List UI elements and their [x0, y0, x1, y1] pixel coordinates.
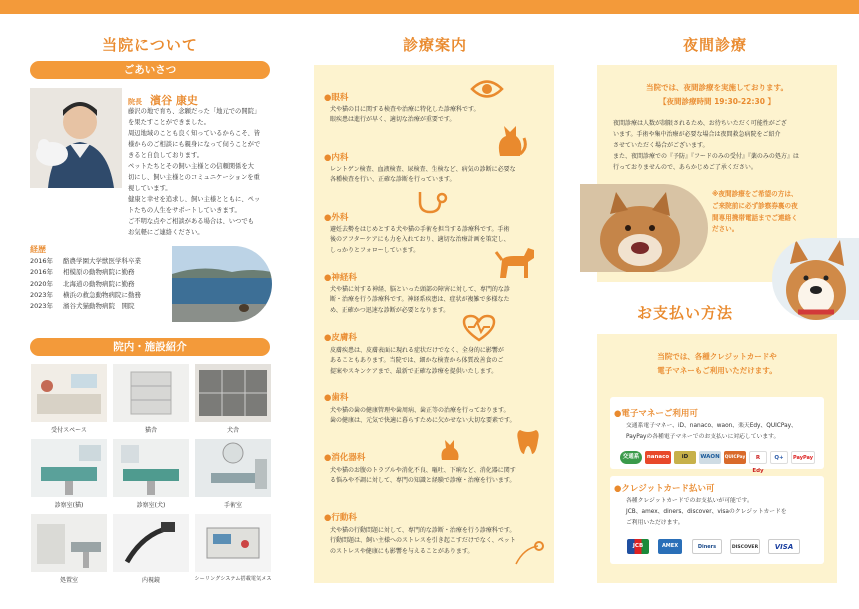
message-line: を果たすことができました。 [128, 119, 210, 126]
seaside-photo [172, 246, 272, 322]
night-body: 夜間診療は人数が制限されるため、お待ちいただく可能性がござ います。手術や集中治療が必要な場合は夜間救急病院をご紹介 させていただく場合がございます。 また、夜間診療での『予防』『フードのみの受付』『薬のみの処方』は 行っておりませんので、あらかじめご了承ください。 [613, 120, 799, 171]
facility-caption: シーリングシステム搭載電気メス [194, 576, 272, 582]
emoney-logo-quicpay: QUICPay [724, 451, 746, 464]
career-row: 2023年 横浜の救急動物病院に勤務 [30, 290, 141, 299]
director-photo [30, 88, 122, 188]
dept-text: 犬や猫のお腹のトラブルや消化不良、嘔吐、下痢など、消化器に関す る悩みや不調に対して、専門の知識と経験で診療・治療を行います。 [330, 467, 516, 485]
services-title: 診療案内 [402, 36, 467, 54]
facility-banner: 院内・施設紹介 [30, 338, 270, 356]
message-line: お気軽にご連絡ください。 [128, 229, 204, 236]
message-line: トたちの人生をサポートしていきます。 [128, 207, 241, 214]
career-row: 2016年 相模原の動物病院に勤務 [30, 268, 135, 277]
facility-caption: 診察室(猫) [54, 502, 84, 509]
facility-photo-surgery [195, 439, 271, 497]
card-logo-amex: AMEX [658, 539, 682, 554]
payment-intro: 当院では、各種クレジットカードや 電子マネーもご利用いただけます。 [657, 352, 777, 375]
facility-photo-reception [31, 364, 107, 422]
facility-caption: 処置室 [59, 577, 78, 584]
dept-internal: ●内科 [324, 153, 349, 163]
dept-text: 犬や猫の歯の健康管理や歯周病、歯正等の治療を行っております。 歯の健康は、元気で快適に暮らすために欠かせない大切な要素です。 [330, 407, 516, 425]
dept-surgery: ●外科 [324, 213, 349, 223]
facility-caption: 犬舎 [226, 427, 239, 434]
dog-leash-icon [514, 540, 544, 566]
emoney-logo-id: iD [674, 451, 696, 464]
director-message [128, 106, 278, 238]
tooth-icon [516, 428, 540, 456]
emoney-logo-paypay: PayPay [791, 451, 815, 464]
message-line: 藤沢の地で育ち、念願だった「地元での開院」 [128, 108, 261, 115]
payment-title: お支払い方法 [636, 304, 733, 322]
card-logo-visa: VISA [768, 539, 800, 554]
dept-gastro: ●消化器科 [324, 453, 366, 463]
facility-caption: 内視鏡 [141, 577, 160, 584]
dept-ophthalmology: ●眼科 [324, 93, 349, 103]
night-title: 夜間診療 [682, 36, 747, 54]
shiba-dog-photo [580, 184, 708, 272]
director-name: 濱谷 康史 [150, 94, 198, 107]
card-logo-diners: Diners [692, 539, 722, 554]
message-line: 視しています。 [128, 185, 172, 192]
career-row: 2020年 北海道の動物病院に勤務 [30, 279, 135, 288]
facility-photo-exam-cat [31, 439, 107, 497]
facility-photo-electrosurgery [195, 514, 271, 572]
director-role: 院長 [128, 98, 142, 106]
dept-text: 避妊去勢をはじめとする犬や猫の手術を担当する診療科です。手術 後のアフターケアにも力を入れており、適切な治療計画を策定し、 しっかりとフォローしています。 [330, 226, 510, 254]
corgi-dog-photo [772, 238, 859, 320]
dept-behavior: ●行動科 [324, 513, 357, 523]
greeting-banner: ごあいさつ [30, 61, 270, 79]
facility-caption: 受付スペース [51, 427, 87, 434]
emoney-logo-transit: 交通系 [620, 451, 642, 464]
facility-caption: 診察室(犬) [136, 502, 166, 509]
dept-dermatology: ●皮膚科 [324, 333, 357, 343]
cat-icon [492, 120, 528, 158]
emoney-text: 交通系電子マネー、iD、nanaco、waon、楽天Edy、QUICPay、 PayPayの各種電子マネーでのお支払いに対応しています。 [626, 423, 797, 440]
facility-photo-cattery [113, 364, 189, 422]
emoney-logo-waon: WAON [699, 451, 721, 464]
night-notice: 当院では、夜間診療を実施しております。 【夜間診療時間 19:30-22:30 】 [646, 83, 788, 106]
card-logo-discover: DISCOVER [730, 539, 760, 554]
credit-heading: ●クレジットカード払い可 [614, 484, 715, 494]
facility-caption: 手術室 [223, 502, 242, 509]
dept-neurology: ●神経科 [324, 273, 357, 283]
dog-icon [494, 244, 538, 280]
message-line: 健康と幸せを追求し、飼い主様とともに、ペッ [128, 196, 261, 203]
eye-icon [470, 78, 504, 100]
heartbeat-icon [462, 314, 496, 342]
credit-text: 各種クレジットカードでのお支払いが可能です。 JCB、amex、diners、discover、visaのクレジットカードを ご利用いただけます。 [626, 498, 787, 526]
dept-text: 皮膚疾患は、皮膚表面に現れる症状だけでなく、全身的に影響が あることもあります。当院では、細かな検査から体質改善食のご 提案やスキンケアまで、最新で正確な診療を提供いたします。 [330, 347, 504, 375]
about-title: 当院について [102, 36, 198, 54]
dept-text: 犬や猫の行動問題に対して、専門的な診断・治療を行う診療科です。 行動問題は、飼い主様へのストレスを引き起こすだけでなく、ペット のストレスや健康にも影響を与えることがあります。 [330, 527, 516, 555]
stethoscope-icon [416, 190, 448, 220]
cat-sitting-icon [438, 438, 464, 462]
dept-text: レントゲン検査、血液検査、尿検査、生検など、病気の診断に必要な 各種検査を行い、正確な診断を行っています。 [330, 166, 516, 184]
dept-text: 犬や猫に対する神経、脳といった頭部の障害に対して、専門的な診 断・治療を行う診療科です。神経系疾患は、症状が複雑で多様なた め、正確かつ迅速な診断が必要となります。 [330, 286, 510, 314]
card-logo-jcb: JCB [627, 539, 649, 554]
facility-photo-treatment [31, 514, 107, 572]
emoney-logo-quicpayplus: Q+ [770, 451, 788, 464]
emoney-logo-edy: R Edy [749, 451, 767, 464]
career-row: 2016年 酪農学園大学獣医学科卒業 [30, 257, 141, 265]
career-label: 経歴 [30, 245, 46, 254]
facility-caption: 猫舎 [144, 427, 157, 434]
message-line: 様からのご相談にも親身になって伺うことがで [128, 141, 261, 148]
emoney-logo-nanaco: nanaco [645, 451, 671, 464]
facility-photo-kennel [195, 364, 271, 422]
night-warning: ※夜間診療をご希望の方は、 ご来院前に必ず診察券裏の夜 間専用携帯電話までご連絡く ださい。 [712, 190, 798, 234]
message-line: ペットたちとその飼い主様との信頼関係を大 [128, 163, 254, 170]
dept-dentistry: ●歯科 [324, 393, 349, 403]
message-line: 切にし、飼い主様とのコミュニケーションを重 [128, 174, 260, 181]
dept-text: 犬や猫の目に関する検査や治療に特化した診療科です。 眼疾患は進行が早く、適切な治療が重要です。 [330, 106, 480, 124]
facility-photo-endoscope [113, 514, 189, 572]
message-line: きると自負しております。 [128, 152, 204, 159]
career-list [30, 256, 141, 312]
top-accent-bar [0, 0, 859, 14]
message-line: ご不明な点やご相談がある場合は、いつでも [128, 218, 254, 225]
facility-photo-exam-dog [113, 439, 189, 497]
message-line: 周辺地域のことも良く知っているからこそ、皆 [128, 130, 261, 137]
career-row: 2023年 濱谷犬猫動物病院 開院 [30, 302, 135, 311]
emoney-heading: ●電子マネーご利用可 [614, 409, 698, 419]
